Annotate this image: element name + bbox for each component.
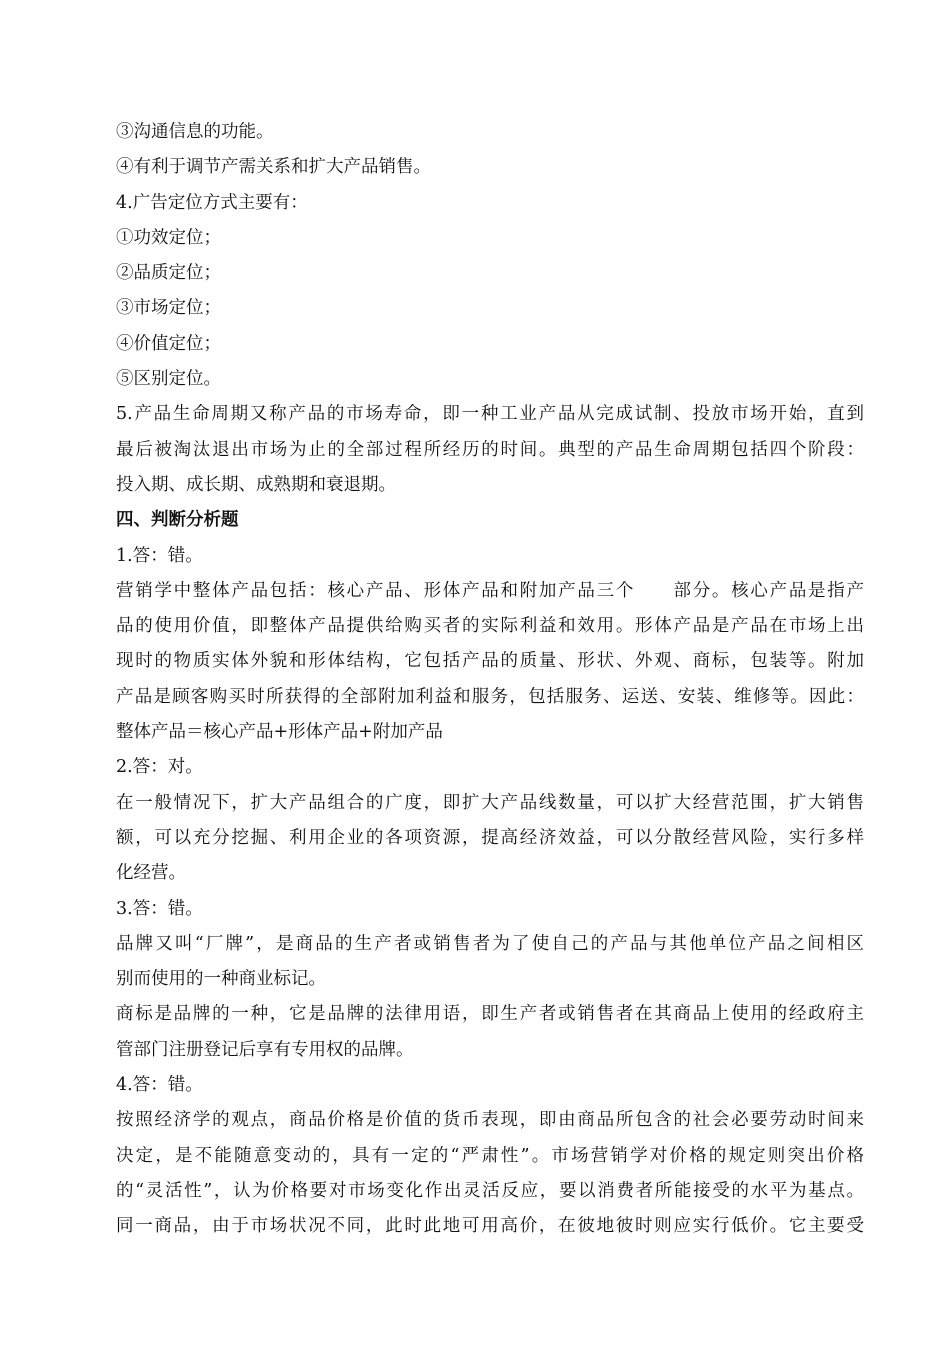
text-line: 最后被淘汰退出市场为止的全部过程所经历的时间。典型的产品生命周期包括四个阶段： (116, 439, 864, 460)
text-line: ①功效定位； (116, 227, 221, 248)
text-line: 1.答：错。 (116, 545, 203, 566)
text-line: ③市场定位； (116, 298, 221, 319)
text-line: 4.答：错。 (116, 1075, 203, 1096)
text-line: 产品是顾客购买时所获得的全部附加利益和服务，包括服务、运送、安装、维修等。因此： (116, 686, 864, 707)
text-line: 3.答：错。 (116, 898, 203, 919)
text-line: 别而使用的一种商业标记。 (116, 969, 326, 990)
text-line: 整体产品＝核心产品+形体产品+附加产品 (116, 722, 443, 743)
text-line: 同一商品，由于市场状况不同，此时此地可用高价，在彼地彼时则应实行低价。它主要受 (116, 1216, 864, 1237)
text-line: ③沟通信息的功能。 (116, 122, 274, 142)
text-line: 投入期、成长期、成熟期和衰退期。 (116, 474, 396, 495)
text-line: 在一般情况下，扩大产品组合的广度，即扩大产品线数量，可以扩大经营范围，扩大销售 (116, 792, 864, 813)
text-line: 额，可以充分挖掘、利用企业的各项资源，提高经济效益，可以分散经营风险，实行多样 (116, 827, 864, 848)
text-line: 现时的物质实体外貌和形体结构，它包括产品的质量、形状、外观、商标，包装等。附加 (116, 651, 864, 672)
text-line: 管部门注册登记后享有专用权的品牌。 (116, 1039, 414, 1060)
text-line: ②品质定位； (116, 263, 221, 284)
text-line: 5.产品生命周期又称产品的市场寿命，即一种工业产品从完成试制、投放市场开始，直到 (116, 404, 864, 425)
text-line: 2.答：对。 (116, 757, 203, 778)
text-line: 按照经济学的观点，商品价格是价值的货币表现，即由商品所包含的社会必要劳动时间来 (116, 1110, 864, 1131)
text-line: 营销学中整体产品包括：核心产品、形体产品和附加产品三个 部分。核心产品是指产 (116, 580, 864, 601)
text-line: 决定，是不能随意变动的，具有一定的“严肃性”。市场营销学对价格的规定则突出价格 (116, 1145, 864, 1166)
text-line: ④有利于调节产需关系和扩大产品销售。 (116, 157, 431, 178)
document-body (116, 115, 864, 1245)
text-line: 的“灵活性”，认为价格要对市场变化作出灵活反应，要以消费者所能接受的水平为基点。 (116, 1180, 864, 1201)
text-line: 品牌又叫“厂牌”，是商品的生产者或销售者为了使自己的产品与其他单位产品之间相区 (116, 933, 864, 954)
text-line: ④价值定位； (116, 333, 221, 354)
section-heading: 四、判断分析题 (116, 510, 239, 531)
text-line: 4.广告定位方式主要有： (116, 192, 308, 213)
text-line: 化经营。 (116, 863, 186, 884)
text-line: 品的使用价值，即整体产品提供给购买者的实际利益和效用。形体产品是产品在市场上出 (116, 616, 864, 637)
text-line: ⑤区别定位。 (116, 369, 221, 390)
text-line: 商标是品牌的一种，它是品牌的法律用语，即生产者或销售者在其商品上使用的经政府主 (116, 1004, 864, 1025)
